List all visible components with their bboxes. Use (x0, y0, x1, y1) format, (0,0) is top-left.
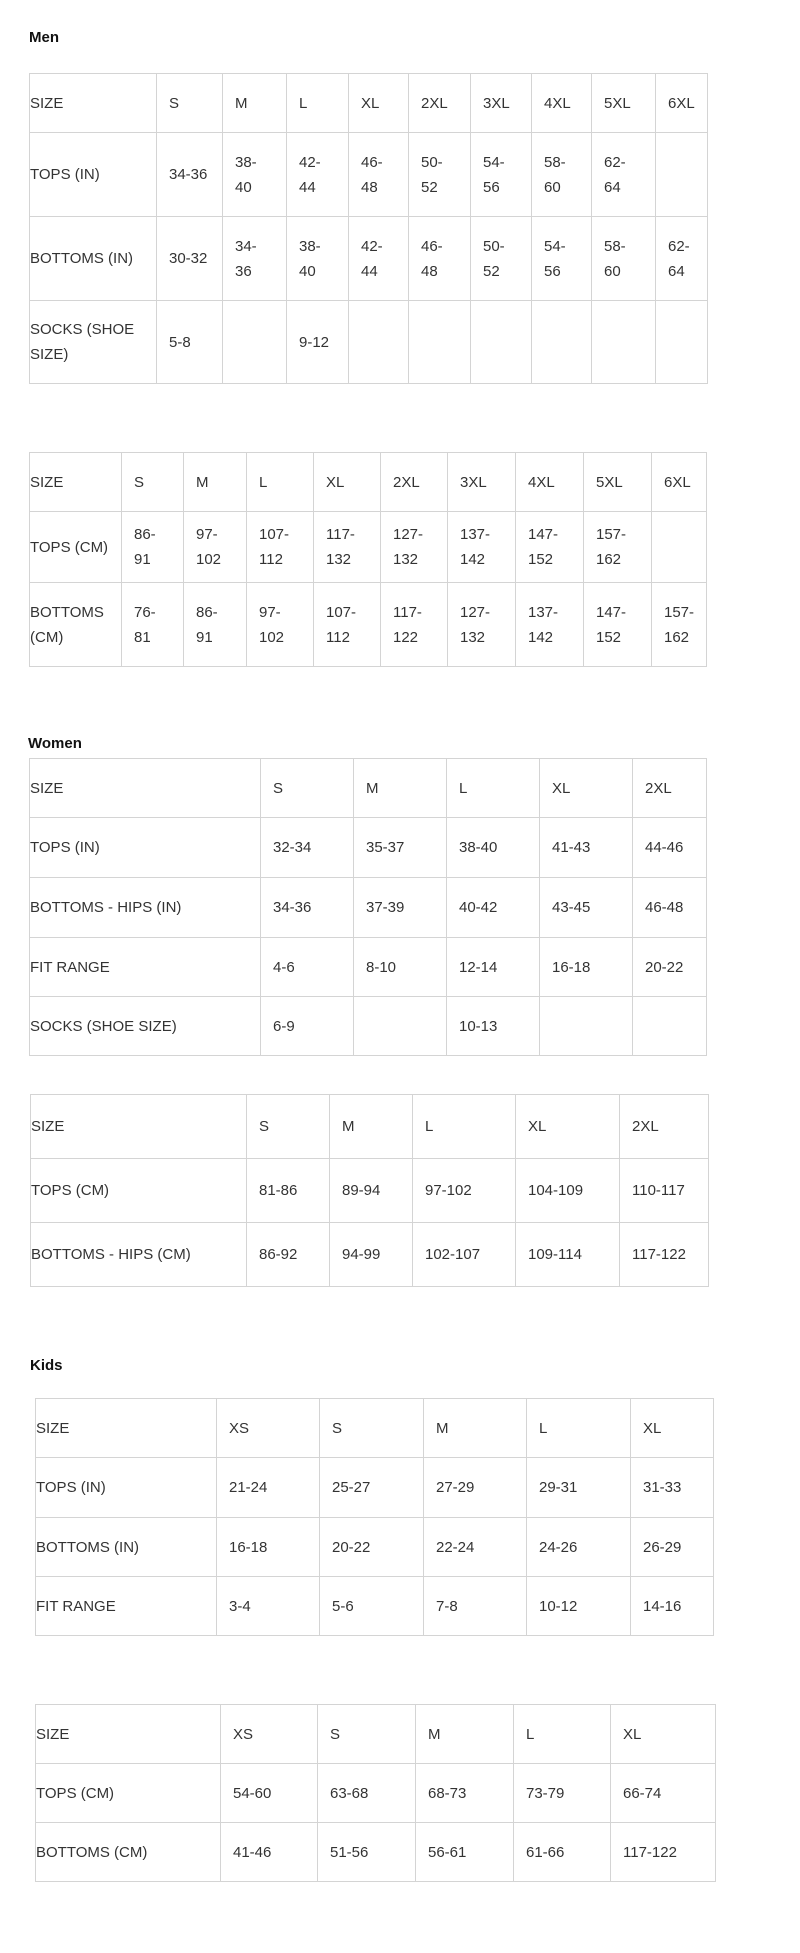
table-row (30, 938, 707, 997)
measurement-cell: 16-18 (217, 1518, 320, 1577)
measurement-cell: 5-8 (157, 301, 223, 384)
row-label-cell: TOPS (CM) (30, 512, 122, 583)
size-column-header: S (247, 1095, 330, 1159)
measurement-cell: 97- 102 (247, 583, 314, 667)
measurement-cell: 42- 44 (287, 133, 349, 217)
size-column-header: M (416, 1705, 514, 1764)
measurement-cell: 54- 56 (471, 133, 532, 217)
table-row (36, 1518, 714, 1577)
measurement-cell: 3-4 (217, 1577, 320, 1636)
measurement-cell: 117- 122 (381, 583, 448, 667)
measurement-cell: 6-9 (261, 997, 354, 1056)
measurement-cell: 30-32 (157, 217, 223, 301)
table-row (36, 1458, 714, 1518)
size-column-header: 5XL (584, 453, 652, 512)
measurement-cell: 37-39 (354, 878, 447, 938)
measurement-cell: 20-22 (633, 938, 707, 997)
measurement-cell: 50- 52 (471, 217, 532, 301)
size-column-header: M (354, 759, 447, 818)
men-size-table-cm (29, 452, 707, 667)
size-column-header: S (318, 1705, 416, 1764)
women-size-table-cm (30, 1094, 709, 1287)
measurement-cell: 43-45 (540, 878, 633, 938)
table-row (30, 217, 708, 301)
row-label-cell: TOPS (CM) (31, 1159, 247, 1223)
measurement-cell: 89-94 (330, 1159, 413, 1223)
size-column-header: 2XL (381, 453, 448, 512)
table-row (30, 997, 707, 1056)
table-row (36, 1764, 716, 1823)
row-label-cell: FIT RANGE (30, 938, 261, 997)
measurement-cell (223, 301, 287, 384)
row-label-cell: BOTTOMS (CM) (30, 583, 122, 667)
measurement-cell: 109-114 (516, 1223, 620, 1287)
women-heading: Women (28, 735, 82, 752)
measurement-cell: 110-117 (620, 1159, 709, 1223)
kids-size-table-in (35, 1398, 714, 1636)
measurement-cell (656, 301, 708, 384)
measurement-cell: 68-73 (416, 1764, 514, 1823)
table-header-row (30, 759, 707, 818)
size-column-header: L (413, 1095, 516, 1159)
measurement-cell: 9-12 (287, 301, 349, 384)
measurement-cell: 5-6 (320, 1577, 424, 1636)
size-column-header: XL (540, 759, 633, 818)
row-label-cell: SOCKS (SHOE SIZE) (30, 301, 157, 384)
row-label-cell: BOTTOMS - HIPS (IN) (30, 878, 261, 938)
table-row (36, 1577, 714, 1636)
size-column-header: 2XL (620, 1095, 709, 1159)
measurement-cell: 58- 60 (592, 217, 656, 301)
size-column-header: L (447, 759, 540, 818)
measurement-cell: 147- 152 (516, 512, 584, 583)
size-column-header: XL (314, 453, 381, 512)
measurement-cell: 12-14 (447, 938, 540, 997)
size-column-header: 5XL (592, 74, 656, 133)
measurement-cell: 147- 152 (584, 583, 652, 667)
size-header-cell: SIZE (30, 74, 157, 133)
size-column-header: M (184, 453, 247, 512)
row-label-cell: TOPS (IN) (30, 133, 157, 217)
measurement-cell: 117-122 (620, 1223, 709, 1287)
measurement-cell: 25-27 (320, 1458, 424, 1518)
table-row (30, 133, 708, 217)
measurement-cell (471, 301, 532, 384)
measurement-cell (633, 997, 707, 1056)
size-column-header: L (287, 74, 349, 133)
measurement-cell: 38- 40 (223, 133, 287, 217)
measurement-cell: 86-92 (247, 1223, 330, 1287)
table-row (36, 1823, 716, 1882)
row-label-cell: TOPS (IN) (36, 1458, 217, 1518)
measurement-cell: 137- 142 (448, 512, 516, 583)
table-row (31, 1223, 709, 1287)
size-column-header: S (261, 759, 354, 818)
measurement-cell: 38-40 (447, 818, 540, 878)
size-column-header: 4XL (516, 453, 584, 512)
measurement-cell (656, 133, 708, 217)
size-header-cell: SIZE (30, 759, 261, 818)
measurement-cell: 137- 142 (516, 583, 584, 667)
size-column-header: XL (631, 1399, 714, 1458)
measurement-cell: 41-43 (540, 818, 633, 878)
men-size-table-in (29, 73, 708, 384)
measurement-cell: 107- 112 (314, 583, 381, 667)
measurement-cell: 40-42 (447, 878, 540, 938)
row-label-cell: BOTTOMS - HIPS (CM) (31, 1223, 247, 1287)
row-label-cell: TOPS (CM) (36, 1764, 221, 1823)
row-label-cell: TOPS (IN) (30, 818, 261, 878)
measurement-cell: 16-18 (540, 938, 633, 997)
size-column-header: S (320, 1399, 424, 1458)
measurement-cell: 42- 44 (349, 217, 409, 301)
measurement-cell: 34-36 (157, 133, 223, 217)
measurement-cell: 63-68 (318, 1764, 416, 1823)
measurement-cell: 27-29 (424, 1458, 527, 1518)
measurement-cell: 51-56 (318, 1823, 416, 1882)
size-column-header: XL (516, 1095, 620, 1159)
measurement-cell (540, 997, 633, 1056)
measurement-cell: 81-86 (247, 1159, 330, 1223)
women-size-table-in (29, 758, 707, 1056)
size-column-header: XS (217, 1399, 320, 1458)
size-column-header: XL (611, 1705, 716, 1764)
row-label-cell: BOTTOMS (IN) (36, 1518, 217, 1577)
size-header-cell: SIZE (36, 1705, 221, 1764)
measurement-cell: 8-10 (354, 938, 447, 997)
measurement-cell: 20-22 (320, 1518, 424, 1577)
size-column-header: 4XL (532, 74, 592, 133)
size-header-cell: SIZE (31, 1095, 247, 1159)
measurement-cell: 31-33 (631, 1458, 714, 1518)
table-row (30, 818, 707, 878)
measurement-cell: 24-26 (527, 1518, 631, 1577)
measurement-cell (349, 301, 409, 384)
row-label-cell: FIT RANGE (36, 1577, 217, 1636)
measurement-cell: 14-16 (631, 1577, 714, 1636)
size-column-header: XS (221, 1705, 318, 1764)
measurement-cell: 35-37 (354, 818, 447, 878)
measurement-cell: 104-109 (516, 1159, 620, 1223)
measurement-cell: 54- 56 (532, 217, 592, 301)
kids-size-table-cm (35, 1704, 716, 1882)
measurement-cell: 86- 91 (122, 512, 184, 583)
measurement-cell: 56-61 (416, 1823, 514, 1882)
size-column-header: L (514, 1705, 611, 1764)
size-column-header: M (330, 1095, 413, 1159)
measurement-cell: 76- 81 (122, 583, 184, 667)
size-column-header: 2XL (409, 74, 471, 133)
measurement-cell: 38- 40 (287, 217, 349, 301)
size-column-header: L (527, 1399, 631, 1458)
measurement-cell: 127- 132 (381, 512, 448, 583)
table-header-row (36, 1399, 714, 1458)
measurement-cell: 44-46 (633, 818, 707, 878)
measurement-cell: 54-60 (221, 1764, 318, 1823)
measurement-cell: 117-122 (611, 1823, 716, 1882)
size-column-header: 3XL (448, 453, 516, 512)
measurement-cell: 7-8 (424, 1577, 527, 1636)
measurement-cell: 117- 132 (314, 512, 381, 583)
row-label-cell: SOCKS (SHOE SIZE) (30, 997, 261, 1056)
measurement-cell: 50- 52 (409, 133, 471, 217)
measurement-cell: 21-24 (217, 1458, 320, 1518)
measurement-cell (532, 301, 592, 384)
measurement-cell: 127- 132 (448, 583, 516, 667)
measurement-cell: 97-102 (413, 1159, 516, 1223)
measurement-cell (592, 301, 656, 384)
measurement-cell (354, 997, 447, 1056)
measurement-cell: 32-34 (261, 818, 354, 878)
men-heading: Men (29, 29, 59, 46)
measurement-cell: 62- 64 (656, 217, 708, 301)
size-column-header: S (157, 74, 223, 133)
measurement-cell: 26-29 (631, 1518, 714, 1577)
table-row (30, 301, 708, 384)
size-column-header: S (122, 453, 184, 512)
table-header-row (30, 74, 708, 133)
measurement-cell: 29-31 (527, 1458, 631, 1518)
size-column-header: M (223, 74, 287, 133)
measurement-cell: 102-107 (413, 1223, 516, 1287)
table-row (30, 878, 707, 938)
size-column-header: 2XL (633, 759, 707, 818)
table-header-row (36, 1705, 716, 1764)
measurement-cell (409, 301, 471, 384)
table-row (30, 512, 707, 583)
measurement-cell: 58- 60 (532, 133, 592, 217)
measurement-cell: 94-99 (330, 1223, 413, 1287)
measurement-cell: 4-6 (261, 938, 354, 997)
measurement-cell: 61-66 (514, 1823, 611, 1882)
measurement-cell: 10-13 (447, 997, 540, 1056)
measurement-cell: 157- 162 (584, 512, 652, 583)
measurement-cell: 86- 91 (184, 583, 247, 667)
table-header-row (31, 1095, 709, 1159)
measurement-cell: 46- 48 (409, 217, 471, 301)
measurement-cell: 107- 112 (247, 512, 314, 583)
measurement-cell: 41-46 (221, 1823, 318, 1882)
size-column-header: 6XL (652, 453, 707, 512)
measurement-cell (652, 512, 707, 583)
row-label-cell: BOTTOMS (IN) (30, 217, 157, 301)
size-column-header: L (247, 453, 314, 512)
size-column-header: 6XL (656, 74, 708, 133)
kids-heading: Kids (30, 1357, 63, 1374)
measurement-cell: 34- 36 (223, 217, 287, 301)
size-header-cell: SIZE (36, 1399, 217, 1458)
table-row (31, 1159, 709, 1223)
measurement-cell: 66-74 (611, 1764, 716, 1823)
measurement-cell: 97- 102 (184, 512, 247, 583)
size-column-header: XL (349, 74, 409, 133)
size-column-header: 3XL (471, 74, 532, 133)
size-header-cell: SIZE (30, 453, 122, 512)
measurement-cell: 73-79 (514, 1764, 611, 1823)
measurement-cell: 10-12 (527, 1577, 631, 1636)
measurement-cell: 157- 162 (652, 583, 707, 667)
row-label-cell: BOTTOMS (CM) (36, 1823, 221, 1882)
measurement-cell: 22-24 (424, 1518, 527, 1577)
size-column-header: M (424, 1399, 527, 1458)
table-row (30, 583, 707, 667)
measurement-cell: 46-48 (633, 878, 707, 938)
table-header-row (30, 453, 707, 512)
measurement-cell: 46- 48 (349, 133, 409, 217)
measurement-cell: 34-36 (261, 878, 354, 938)
measurement-cell: 62- 64 (592, 133, 656, 217)
